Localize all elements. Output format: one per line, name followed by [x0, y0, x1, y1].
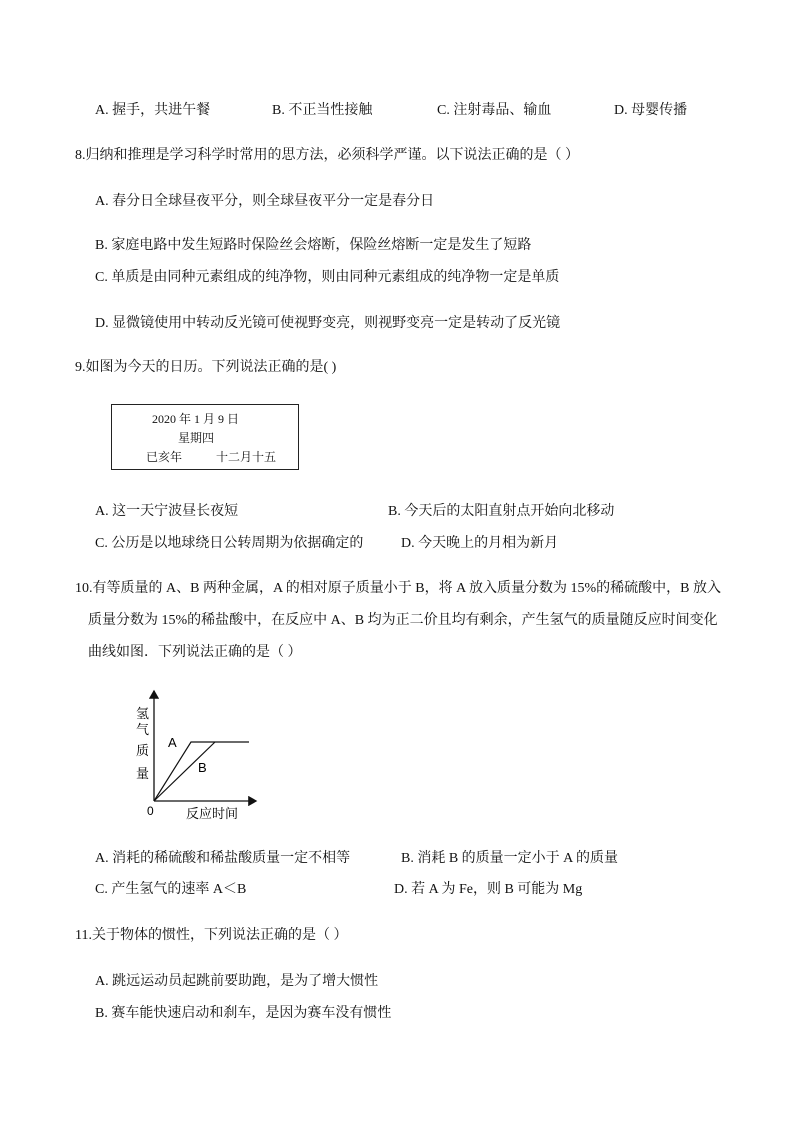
q9-option-a: A. 这一天宁波昼长夜短 [95, 504, 239, 519]
q10-option-c: C. 产生氢气的速率 A＜B [95, 882, 247, 897]
calendar-figure [111, 404, 299, 470]
q8-option-b: B. 家庭电路中发生短路时保险丝会熔断，保险丝熔断一定是发生了短路 [95, 238, 532, 253]
q10-option-d: D. 若 A 为 Fe，则 B 可能为 Mg [394, 882, 583, 897]
q8-option-c: C. 单质是由同种元素组成的纯净物，则由同种元素组成的纯净物一定是单质 [95, 270, 560, 285]
y-label-char-3: 质 [136, 743, 150, 758]
q7-option-b: B. 不正当性接触 [272, 103, 373, 118]
q10-stem-line-3: 曲线如图．下列说法正确的是（ ） [88, 645, 302, 660]
calendar-date: 2020 年 1 月 9 日 [152, 412, 240, 426]
q9-option-b: B. 今天后的太阳直射点开始向北移动 [388, 504, 615, 519]
q11-option-a: A. 跳远运动员起跳前要助跑，是为了增大惯性 [95, 974, 379, 989]
q11-option-b: B. 赛车能快速启动和刹车，是因为赛车没有惯性 [95, 1006, 392, 1021]
curve-a-label: A [168, 735, 177, 750]
x-axis-label: 反应时间 [186, 806, 239, 821]
calendar-lunar-date: 十二月十五 [216, 450, 277, 464]
curve-b-label: B [198, 760, 207, 775]
q10-option-a: A. 消耗的稀硫酸和稀盐酸质量一定不相等 [95, 851, 351, 866]
q9-option-d: D. 今天晚上的月相为新月 [401, 536, 559, 551]
q8-option-a: A. 春分日全球昼夜平分，则全球昼夜平分一定是春分日 [95, 194, 435, 209]
q7-option-d: D. 母婴传播 [614, 103, 688, 118]
q10-option-b: B. 消耗 B 的质量一定小于 A 的质量 [401, 851, 619, 866]
q7-option-c: C. 注射毒品、输血 [437, 103, 552, 118]
q10-stem-line-2: 质量分数为 15%的稀盐酸中，在反应中 A、B 均为正二价且均有剩余，产生氢气的质量随反应时间变化 [88, 613, 718, 628]
y-label-char-2: 气 [136, 722, 150, 737]
y-label-char-1: 氢 [136, 706, 150, 721]
origin-label: 0 [147, 804, 154, 818]
y-label-char-4: 量 [136, 766, 150, 781]
calendar-ganzhi-year: 已亥年 [146, 450, 183, 464]
q8-option-d: D. 显微镜使用中转动反光镜可使视野变亮，则视野变亮一定是转动了反光镜 [95, 316, 561, 331]
hydrogen-mass-graph [128, 685, 268, 827]
q11-stem: 11.关于物体的惯性，下列说法正确的是（ ） [75, 928, 348, 943]
q9-option-c: C. 公历是以地球绕日公转周期为依据确定的 [95, 536, 364, 551]
q9-stem: 9.如图为今天的日历。下列说法正确的是( ) [75, 360, 337, 375]
q8-stem: 8.归纳和推理是学习科学时常用的思方法，必须科学严谨。以下说法正确的是（ ） [75, 148, 579, 163]
q10-stem-line-1: 10.有等质量的 A、B 两种金属，A 的相对原子质量小于 B，将 A 放入质量分数为 15%的稀硫酸中，B 放入 [75, 581, 721, 596]
q7-option-a: A. 握手，共进午餐 [95, 103, 211, 118]
calendar-weekday: 星期四 [178, 431, 215, 445]
